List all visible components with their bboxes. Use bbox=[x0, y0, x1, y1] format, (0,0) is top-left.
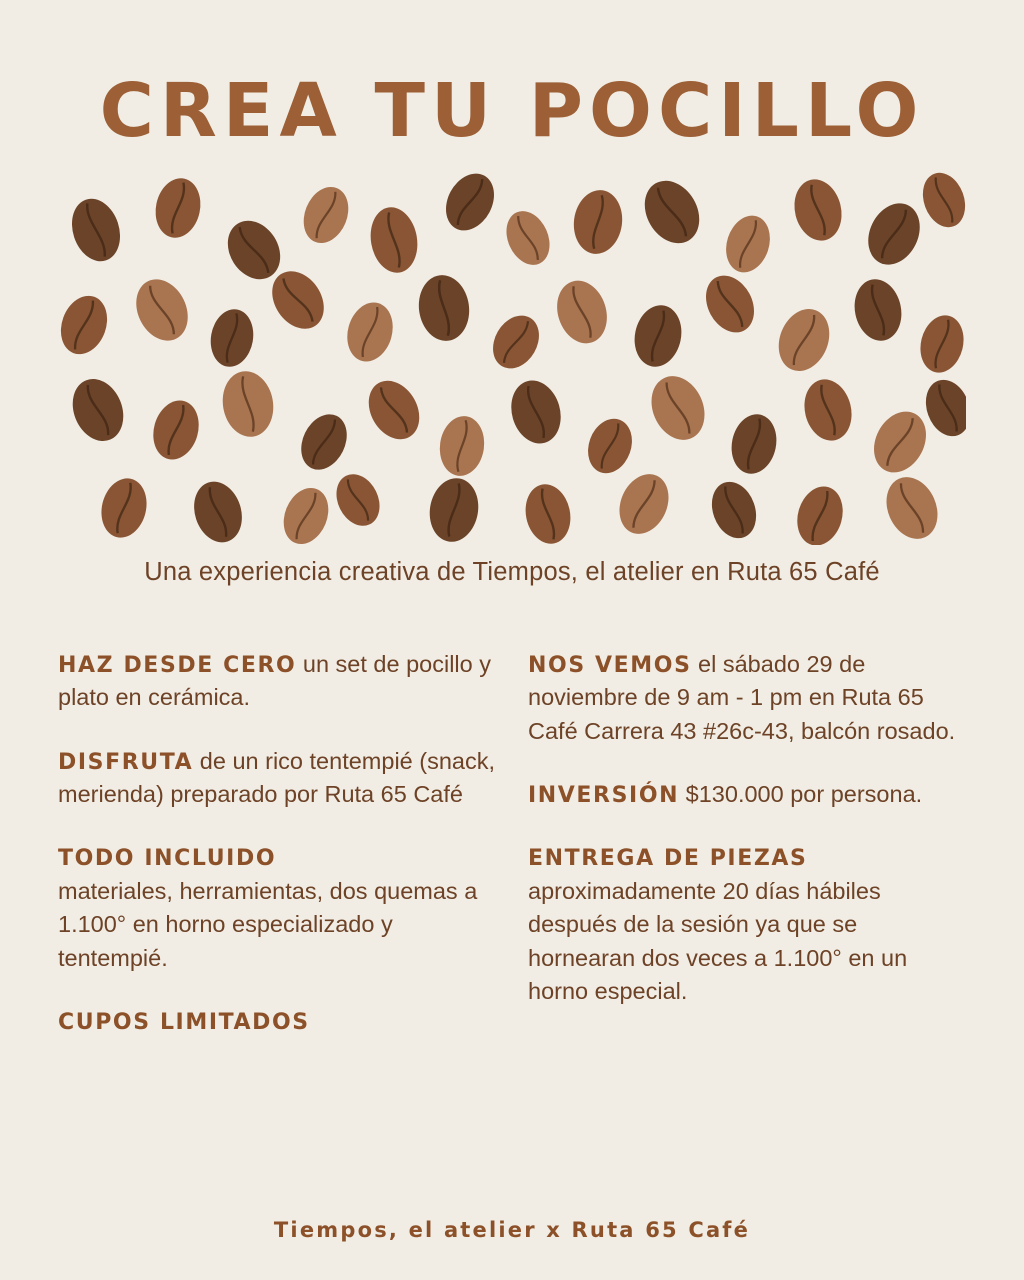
detail-text: $130.000 por persona. bbox=[679, 781, 923, 808]
detail-lead: NOS VEMOS bbox=[528, 653, 692, 678]
detail-block bbox=[528, 648, 966, 748]
detail-text: el sábado 29 de noviembre de 9 am - 1 pm en Ruta 65 Café Carrera 43 #26c-43, balcón rosado. bbox=[528, 651, 956, 744]
detail-block bbox=[58, 745, 496, 812]
detail-block bbox=[58, 648, 496, 715]
coffee-beans-pattern bbox=[58, 160, 966, 545]
detail-text: materiales, herramientas, dos quemas a 1.100° en horno especializado y tentempié. bbox=[58, 877, 478, 971]
detail-lead: CUPOS LIMITADOS bbox=[58, 1009, 310, 1035]
detail-text: de un rico tentempié (snack, merienda) preparado por Ruta 65 Café bbox=[58, 747, 496, 808]
detail-block bbox=[58, 1005, 496, 1038]
detail-lead: TODO INCLUIDO bbox=[58, 846, 277, 872]
detail-block bbox=[528, 841, 966, 1008]
detail-text: aproximadamente 20 días hábiles después de la sesión ya que se hornearan dos veces a 1.100° en un horno especial. bbox=[528, 877, 908, 1004]
detail-lead: ENTREGA DE PIEZAS bbox=[528, 846, 808, 872]
poster-footer: Tiempos, el atelier x Ruta 65 Café bbox=[273, 1218, 751, 1242]
left-column bbox=[58, 648, 496, 1038]
detail-block bbox=[58, 841, 496, 974]
right-column bbox=[528, 648, 966, 1038]
detail-text: un set de pocillo y plato en cerámica. bbox=[58, 651, 492, 711]
poster-details bbox=[0, 648, 1024, 1038]
detail-lead: INVERSIÓN bbox=[528, 783, 680, 809]
detail-block bbox=[528, 778, 966, 811]
detail-lead: HAZ DESDE CERO bbox=[58, 653, 297, 678]
detail-lead: DISFRUTA bbox=[58, 749, 194, 775]
page-title: CREA TU POCILLO bbox=[99, 68, 925, 154]
poster-subtitle: Una experiencia creativa de Tiempos, el atelier en Ruta 65 Café bbox=[144, 558, 880, 586]
